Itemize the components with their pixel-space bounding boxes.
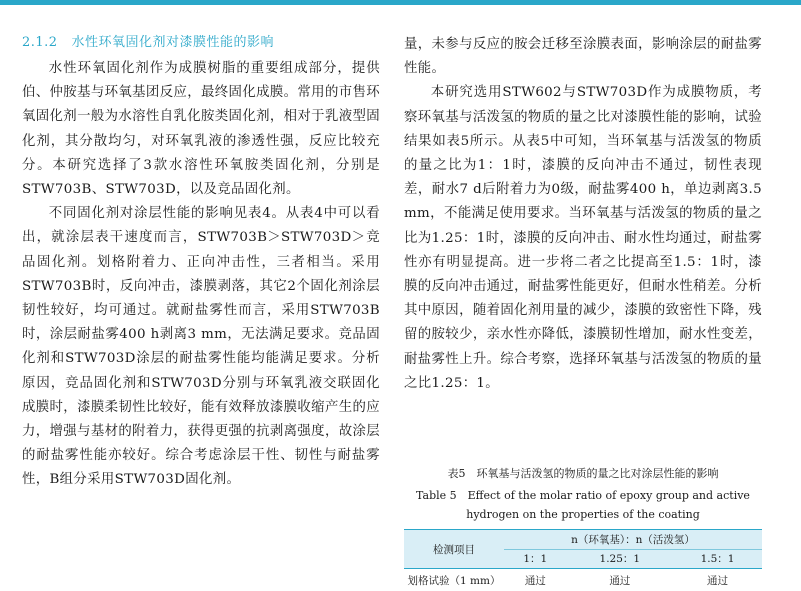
ratio-header: 1：1 — [504, 549, 567, 569]
table-caption-en-line2: hydrogen on the properties of the coating — [404, 505, 762, 524]
top-accent-bar — [0, 0, 801, 5]
body-paragraph: 水性环氧固化剂作为成膜树脂的重要组成部分，提供伯、仲胺基与环氧基团反应，最终固化成膜。常用的市售环氧固化剂一般为水溶性自乳化胺类固化剂，相对于乳液型固化剂，其分散均匀，对环氧乳液的渗透性强，反应比较充分。本研究选择了3款水溶性环氧胺类固化剂，分别是STW703B、STW703D，以及竞品固化剂。 — [22, 57, 380, 202]
table-5 — [404, 466, 762, 591]
ratio-group-header: n（环氧基）：n（活泼氢） — [504, 530, 762, 550]
ratio-header: 1.25：1 — [567, 549, 673, 569]
section-title: 水性环氧固化剂对漆膜性能的影响 — [71, 35, 274, 50]
right-column — [404, 33, 762, 396]
table-row — [404, 569, 762, 591]
left-column — [22, 30, 380, 493]
ratio-header: 1.5：1 — [673, 549, 762, 569]
cell-value: 通过 — [567, 569, 673, 591]
table-caption-en-line1: Table 5 Effect of the molar ratio of epoxy group and active — [404, 486, 762, 505]
body-paragraph-continued: 量，未参与反应的胺会迁移至涂膜表面，影响涂层的耐盐雾性能。 — [404, 33, 762, 81]
cell-value: 通过 — [673, 569, 762, 591]
section-heading — [22, 33, 380, 53]
row-item: 划格试验（1 mm） — [404, 569, 504, 591]
table-caption-cn: 表5 环氧基与活泼氢的物质的量之比对涂层性能的影响 — [404, 466, 762, 482]
item-header: 检测项目 — [404, 530, 504, 569]
cell-value: 通过 — [504, 569, 567, 591]
body-paragraph: 不同固化剂对涂层性能的影响见表4。从表4中可以看出，就涂层表干速度而言，STW703B＞STW703D＞竞品固化剂。划格附着力、正向冲击性，三者相当。采用STW703B时，反向冲击，漆膜剥落，其它2个固化剂涂层韧性较好，均可通过。就耐盐雾性而言，采用STW703B时，涂层耐盐雾400 h剥离3 mm，无法满足要求。竞品固化剂和STW703D涂层的耐盐雾性能均能满足要求。分析原因，竞品固化剂和STW703D分别与环氧乳液交联固化成膜时，漆膜柔韧性比较好，能有效释放漆膜收缩产生的应力，增强与基材的附着力，获得更强的抗剥离强度，故涂层的耐盐雾性能亦较好。综合考虑涂层干性、韧性与耐盐雾性，B组分采用STW703D固化剂。 — [22, 202, 380, 492]
section-number: 2.1.2 — [22, 35, 58, 50]
data-table — [404, 529, 762, 591]
body-paragraph: 本研究选用STW602与STW703D作为成膜物质，考察环氧基与活泼氢的物质的量之比对漆膜性能的影响，试验结果如表5所示。从表5中可知，当环氧基与活泼氢的物质的量之比为1：1时，漆膜的反向冲击不通过，韧性表现差，耐水7 d后附着力为0级，耐盐雾400 h，单边剥离3.5 mm，不能满足使用要求。当环氧基与活泼氢的物质的量之比为1.25：1时，漆膜的反向冲击、耐水性均通过，耐盐雾性亦有明显提高。进一步将二者之比提高至1.5：1时，漆膜的反向冲击通过，耐盐雾性能更好，但耐水性稍差。分析其中原因，随着固化剂用量的减少，漆膜的致密性下降，残留的胺较少，亲水性亦降低，漆膜韧性增加，耐水性变差，耐盐雾性上升。综合考察，选择环氧基与活泼氢的物质的量之比1.25：1。 — [404, 81, 762, 396]
